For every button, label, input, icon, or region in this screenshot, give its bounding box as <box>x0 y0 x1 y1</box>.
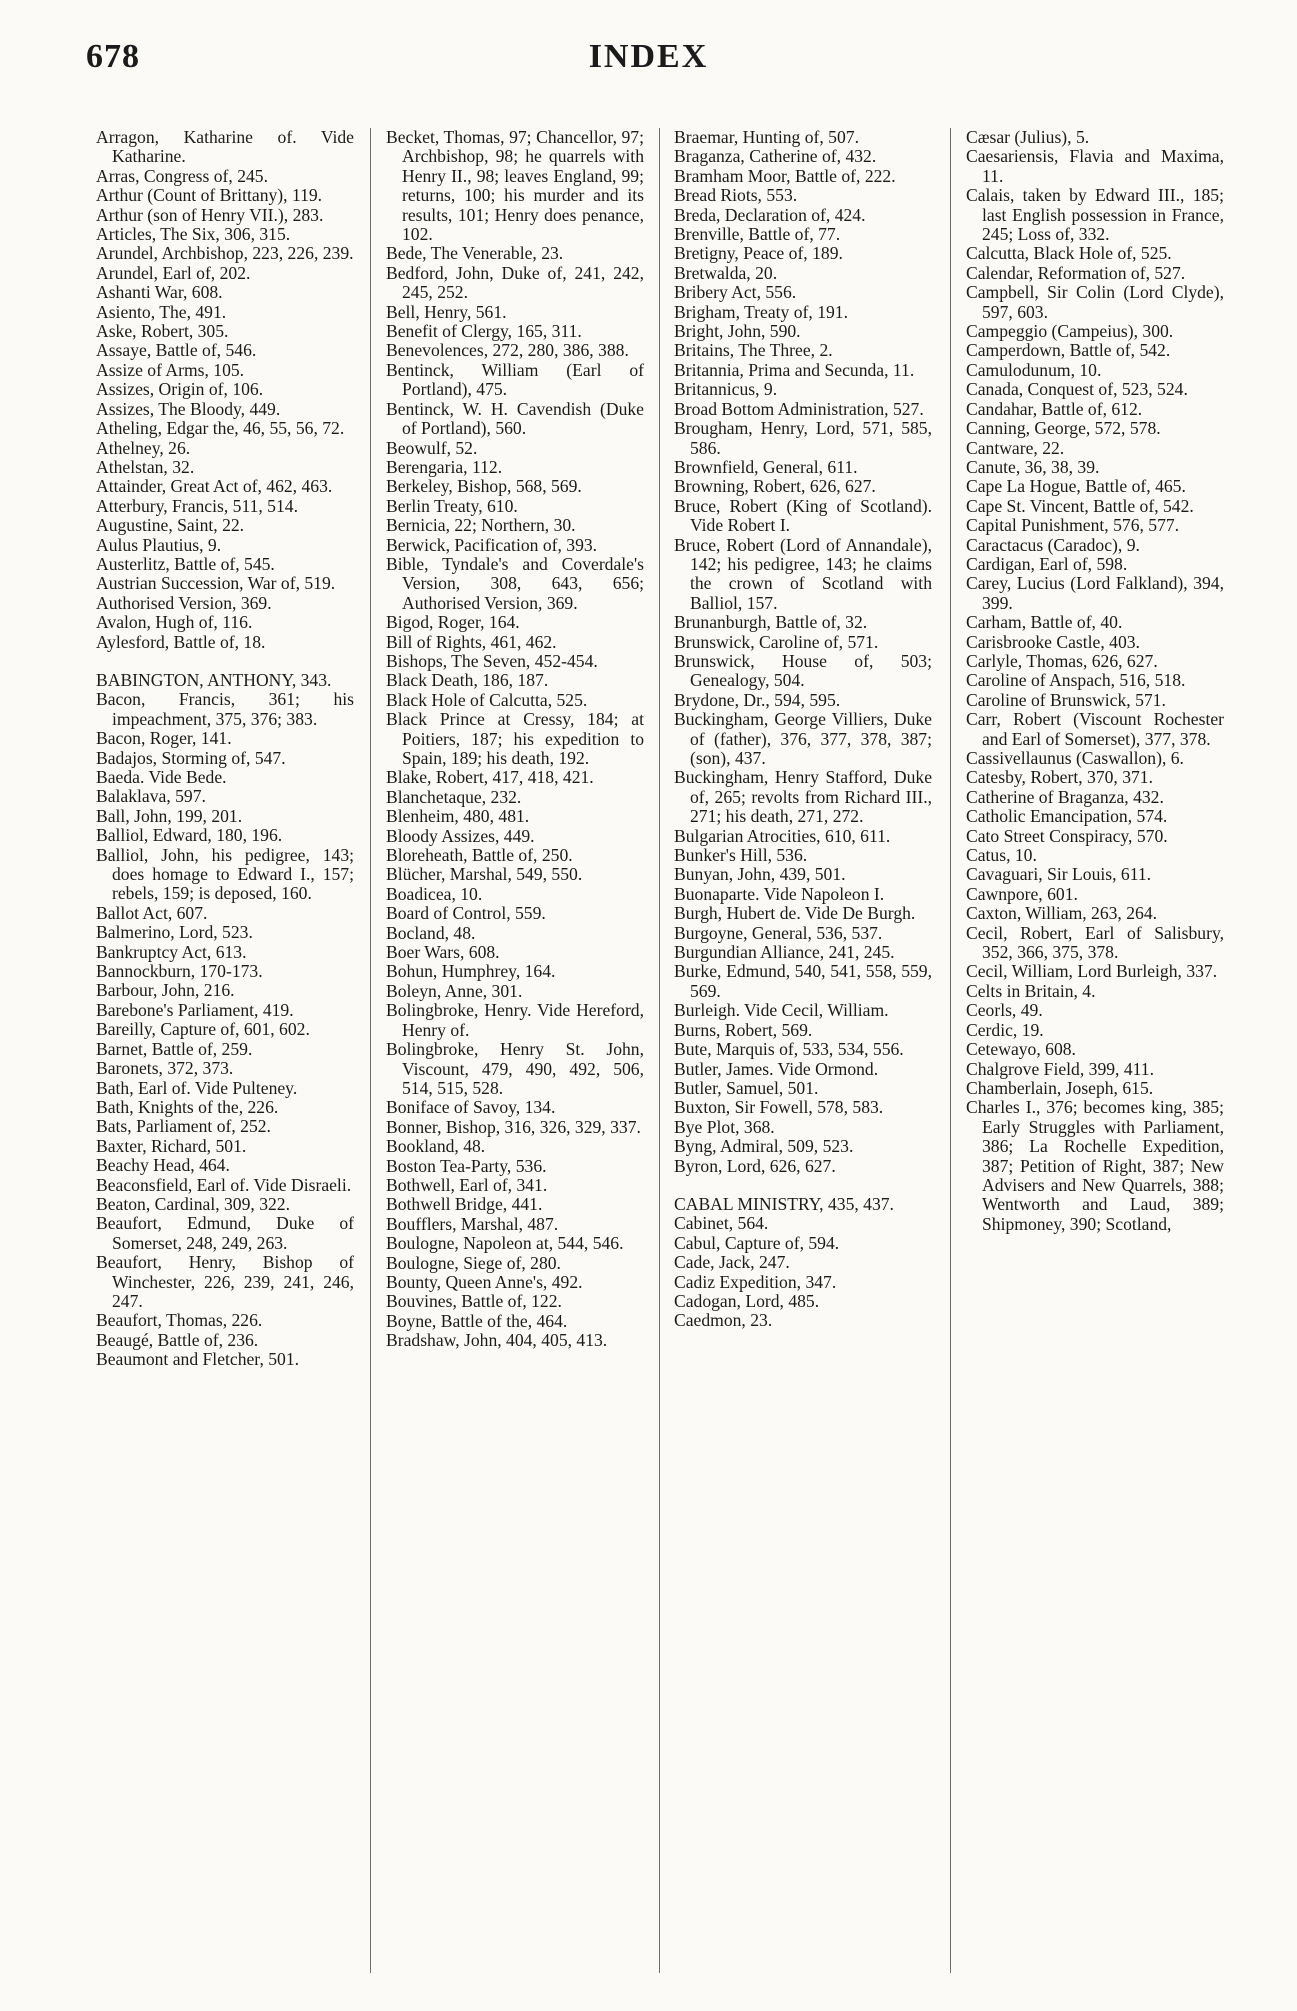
page-number: 678 <box>86 38 140 75</box>
index-entry: Board of Control, 559. <box>386 903 546 924</box>
index-entry: Cæsar (Julius), 5. <box>966 127 1090 147</box>
index-entry: Cawnpore, 601. <box>966 883 1078 904</box>
index-entry: Beaufort, Henry, Bishop of Winchester, 226, 239, 241, 246, 247. <box>96 1252 354 1311</box>
index-entry: Cato Street Conspiracy, 570. <box>966 825 1168 846</box>
index-entry: Bute, Marquis of, 533, 534, 556. <box>674 1039 904 1060</box>
page-header: INDEX <box>588 38 709 75</box>
index-entry: Aske, Robert, 305. <box>96 321 229 342</box>
index-entry: Barbour, John, 216. <box>96 980 235 1001</box>
index-entry: Bath, Knights of the, 226. <box>96 1096 279 1117</box>
index-entry: Britains, The Three, 2. <box>674 340 833 361</box>
index-entry: Byng, Admiral, 509, 523. <box>674 1136 854 1157</box>
index-entry: Aylesford, Battle of, 18. <box>96 631 266 652</box>
index-entry: Bounty, Queen Anne's, 492. <box>386 1271 583 1292</box>
index-entry: Bohun, Humphrey, 164. <box>386 961 556 982</box>
index-entry: Bothwell, Earl of, 341. <box>386 1174 548 1195</box>
index-entry: Bath, Earl of. Vide Pulteney. <box>96 1077 298 1098</box>
index-entry: Beachy Head, 464. <box>96 1155 230 1176</box>
index-entry: Bacon, Francis, 361; his impeachment, 375, 376; 383. <box>96 689 354 729</box>
index-entry: Caedmon, 23. <box>674 1310 773 1331</box>
index-entry: Barebone's Parliament, 419. <box>96 999 294 1020</box>
index-entry: Cetewayo, 608. <box>966 1039 1076 1060</box>
index-column-1 <box>96 128 354 1370</box>
index-entry: Blücher, Marshal, 549, 550. <box>386 864 583 885</box>
index-entry: Black Death, 186, 187. <box>386 670 549 691</box>
index-column-4 <box>966 128 1224 1234</box>
index-entry: Bloreheath, Battle of, 250. <box>386 845 573 866</box>
index-entry: Austrian Succession, War of, 519. <box>96 573 336 594</box>
index-entry: Caractacus (Caradoc), 9. <box>966 534 1140 555</box>
index-entry: Bretigny, Peace of, 189. <box>674 243 843 264</box>
index-entry: Berlin Treaty, 610. <box>386 495 518 516</box>
index-entry: Baeda. Vide Bede. <box>96 767 227 787</box>
index-entry: Catus, 10. <box>966 845 1037 866</box>
index-entry: Bruce, Robert (Lord of Annandale), 142; his pedigree, 143; he claims the crown of Scotland with Balliol, 157. <box>674 534 932 613</box>
index-entry: Ballot Act, 607. <box>96 902 208 923</box>
index-entry: Ashanti War, 608. <box>96 282 223 303</box>
index-entry: Cecil, William, Lord Burleigh, 337. <box>966 961 1218 982</box>
index-entry: Chamberlain, Joseph, 615. <box>966 1077 1154 1098</box>
index-entry: Canning, George, 572, 578. <box>966 418 1161 439</box>
index-entry: Cape St. Vincent, Battle of, 542. <box>966 495 1194 516</box>
index-entry: Britannia, Prima and Secunda, 11. <box>674 359 915 380</box>
index-entry: Calendar, Reformation of, 527. <box>966 262 1186 283</box>
index-column-3 <box>674 128 932 1331</box>
index-entry: Butler, James. Vide Ormond. <box>674 1058 879 1079</box>
index-entry: Calcutta, Black Hole of, 525. <box>966 243 1172 264</box>
index-entry: Bookland, 48. <box>386 1136 486 1157</box>
index-entry: Balmerino, Lord, 523. <box>96 922 253 943</box>
index-entry: Candahar, Battle of, 612. <box>966 398 1143 419</box>
index-entry: Black Prince at Cressy, 184; at Poitiers, 187; his expedition to Spain, 189; his death, 192. <box>386 709 644 768</box>
index-entry: Buxton, Sir Fowell, 578, 583. <box>674 1097 884 1118</box>
index-entry: Austerlitz, Battle of, 545. <box>96 553 275 574</box>
index-entry: Arragon, Katharine of. Vide Katharine. <box>96 127 354 167</box>
index-entry: Bacon, Roger, 141. <box>96 728 232 749</box>
index-entry: Boadicea, 10. <box>386 883 483 904</box>
index-entry: Atheling, Edgar the, 46, 55, 56, 72. <box>96 418 345 439</box>
index-entry: Cerdic, 19. <box>966 1019 1044 1040</box>
index-entry: Arthur (Count of Brittany), 119. <box>96 185 323 206</box>
index-entry: Bulgarian Atrocities, 610, 611. <box>674 825 891 846</box>
index-entry: Broad Bottom Administration, 527. <box>674 398 924 419</box>
index-entry: Black Hole of Calcutta, 525. <box>386 689 588 710</box>
index-entry: Bigod, Roger, 164. <box>386 612 520 633</box>
index-entry: Barnet, Battle of, 259. <box>96 1038 253 1059</box>
index-entry: Charles I., 376; becomes king, 385; Early Struggles with Parliament, 386; La Rochelle Expedition, 387; Petition of Right, 387; New Advisers and New Quarrels, 388; Wentworth and Laud, 389; Shipmoney, 390; Scotland, <box>966 1097 1224 1234</box>
index-entry: Caroline of Anspach, 516, 518. <box>966 670 1186 691</box>
index-entry: Boulogne, Siege of, 280. <box>386 1252 561 1273</box>
index-entry: Cadiz Expedition, 347. <box>674 1271 837 1292</box>
index-entry: Caroline of Brunswick, 571. <box>966 689 1166 710</box>
index-entry: Bede, The Venerable, 23. <box>386 243 564 264</box>
index-entry: Calais, taken by Edward III., 185; last English possession in France, 245; Loss of, 332. <box>966 185 1224 245</box>
index-entry: Bishops, The Seven, 452-454. <box>386 650 598 671</box>
index-entry: CABAL MINISTRY, 435, 437. <box>674 1193 894 1214</box>
index-entry: Beaugé, Battle of, 236. <box>96 1329 259 1350</box>
index-entry: Caesariensis, Flavia and Maxima, 11. <box>966 146 1224 186</box>
index-entry: Bribery Act, 556. <box>674 282 797 303</box>
index-entry: Berkeley, Bishop, 568, 569. <box>386 476 582 497</box>
index-entry: Cade, Jack, 247. <box>674 1252 790 1273</box>
index-entry: Boleyn, Anne, 301. <box>386 980 523 1001</box>
index-entry: Cadogan, Lord, 485. <box>674 1290 820 1311</box>
index-entry: Cantware, 22. <box>966 437 1065 458</box>
index-entry: Athelstan, 32. <box>96 456 195 477</box>
index-entry: Brunswick, House of, 503; Genealogy, 504. <box>674 650 932 691</box>
index-entry: Carisbrooke Castle, 403. <box>966 631 1140 652</box>
index-entry: Assaye, Battle of, 546. <box>96 340 257 361</box>
index-entry: Bunker's Hill, 536. <box>674 845 808 866</box>
index-entry: Bareilly, Capture of, 601, 602. <box>96 1019 310 1040</box>
index-entry: Bye Plot, 368. <box>674 1116 775 1137</box>
index-entry: Balliol, John, his pedigree, 143; does homage to Edward I., 157; rebels, 159; is deposed, 160. <box>96 844 354 904</box>
index-entry: Bible, Tyndale's and Coverdale's Version, 308, 643, 656; Authorised Version, 369. <box>386 553 644 613</box>
index-entry: Campbell, Sir Colin (Lord Clyde), 597, 603. <box>966 282 1224 322</box>
column-rule <box>370 128 371 1973</box>
index-entry: Carlyle, Thomas, 626, 627. <box>966 650 1158 671</box>
index-entry: Buckingham, George Villiers, Duke of (father), 376, 377, 378, 387; (son), 437. <box>674 709 932 768</box>
index-entry: Bruce, Robert (King of Scotland). Vide Robert I. <box>674 495 932 536</box>
index-entry: Bradshaw, John, 404, 405, 413. <box>386 1330 608 1351</box>
index-entry: Browning, Robert, 626, 627. <box>674 476 876 497</box>
index-entry: BABINGTON, ANTHONY, 343. <box>96 669 332 690</box>
index-entry: Augustine, Saint, 22. <box>96 515 245 536</box>
index-entry: Bright, John, 590. <box>674 321 801 342</box>
index-entry: Bloody Assizes, 449. <box>386 825 535 846</box>
index-entry: Byron, Lord, 626, 627. <box>674 1155 836 1176</box>
index-entry: Bentinck, William (Earl of Portland), 475. <box>386 359 644 400</box>
index-entry: Arthur (son of Henry VII.), 283. <box>96 204 324 225</box>
column-rule <box>659 128 660 1973</box>
index-entry: Brigham, Treaty of, 191. <box>674 301 848 322</box>
index-entry: Braemar, Hunting of, 507. <box>674 127 859 147</box>
index-entry: Blenheim, 480, 481. <box>386 806 530 827</box>
index-entry: Berengaria, 112. <box>386 456 503 477</box>
index-entry: Brunanburgh, Battle of, 32. <box>674 612 868 633</box>
index-entry: Balliol, Edward, 180, 196. <box>96 825 283 846</box>
index-entry: Bankruptcy Act, 613. <box>96 941 247 962</box>
index-entry: Carey, Lucius (Lord Falkland), 394, 399. <box>966 573 1224 613</box>
index-entry: Carr, Robert (Viscount Rochester and Earl of Somerset), 377, 378. <box>966 709 1224 749</box>
index-entry: Cecil, Robert, Earl of Salisbury, 352, 366, 375, 378. <box>966 922 1224 963</box>
index-entry: Cabul, Capture of, 594. <box>674 1232 840 1253</box>
index-entry: Ceorls, 49. <box>966 1000 1043 1021</box>
index-entry: Bernicia, 22; Northern, 30. <box>386 515 576 536</box>
index-entry: Baxter, Richard, 501. <box>96 1135 247 1156</box>
index-entry: Buonaparte. Vide Napoleon I. <box>674 883 885 904</box>
index-column-2 <box>386 128 644 1351</box>
index-entry: Camperdown, Battle of, 542. <box>966 340 1171 361</box>
index-entry: Braganza, Catherine of, 432. <box>674 146 877 167</box>
index-entry: Beaufort, Edmund, Duke of Somerset, 248, 249, 263. <box>96 1213 354 1253</box>
index-entry: Bread Riots, 553. <box>674 185 798 206</box>
index-entry: Arundel, Earl of, 202. <box>96 262 251 283</box>
index-entry: Baronets, 372, 373. <box>96 1058 234 1079</box>
index-entry: Arras, Congress of, 245. <box>96 165 269 186</box>
index-entry: Bouvines, Battle of, 122. <box>386 1291 562 1312</box>
index-entry: Berwick, Pacification of, 393. <box>386 534 598 555</box>
index-entry: Beaufort, Thomas, 226. <box>96 1310 263 1331</box>
index-entry: Assizes, The Bloody, 449. <box>96 398 281 419</box>
index-entry: Boyne, Battle of the, 464. <box>386 1310 568 1331</box>
index-entry: Athelney, 26. <box>96 437 191 458</box>
index-entry: Benefit of Clergy, 165, 311. <box>386 321 582 342</box>
index-entry: Burke, Edmund, 540, 541, 558, 559, 569. <box>674 961 932 1001</box>
index-entry: Badajos, Storming of, 547. <box>96 747 286 768</box>
index-entry: Celts in Britain, 4. <box>966 980 1096 1001</box>
index-entry: Balaklava, 597. <box>96 786 206 807</box>
index-entry: Capital Punishment, 576, 577. <box>966 515 1180 536</box>
index-entry: Campeggio (Campeius), 300. <box>966 321 1174 342</box>
index-entry: Bell, Henry, 561. <box>386 301 507 322</box>
index-entry: Burleigh. Vide Cecil, William. <box>674 1000 889 1021</box>
index-entry: Benevolences, 272, 280, 386, 388. <box>386 340 629 361</box>
index-entry: Bretwalda, 20. <box>674 262 778 283</box>
index-entry: Burgh, Hubert de. Vide De Burgh. <box>674 903 916 924</box>
index-entry: Bentinck, W. H. Cavendish (Duke of Portland), 560. <box>386 398 644 439</box>
index-entry: Burgoyne, General, 536, 537. <box>674 922 883 943</box>
index-entry: Attainder, Great Act of, 462, 463. <box>96 476 333 497</box>
index-entry: Britannicus, 9. <box>674 379 778 400</box>
index-entry: Beaumont and Fletcher, 501. <box>96 1349 300 1370</box>
index-entry: Beowulf, 52. <box>386 437 478 458</box>
index-entry: Aulus Plautius, 9. <box>96 534 222 555</box>
index-entry: Boer Wars, 608. <box>386 942 500 963</box>
index-entry: Atterbury, Francis, 511, 514. <box>96 495 298 516</box>
index-entry: Boston Tea-Party, 536. <box>386 1155 547 1176</box>
index-entry: Bolingbroke, Henry St. John, Viscount, 479, 490, 492, 506, 514, 515, 528. <box>386 1039 644 1098</box>
index-entry: Bolingbroke, Henry. Vide Hereford, Henry of. <box>386 1000 644 1040</box>
index-entry: Asiento, The, 491. <box>96 301 227 322</box>
index-entry: Boulogne, Napoleon at, 544, 546. <box>386 1233 624 1254</box>
index-entry: Avalon, Hugh of, 116. <box>96 612 253 633</box>
index-entry: Cabinet, 564. <box>674 1213 769 1234</box>
index-entry: Authorised Version, 369. <box>96 592 272 613</box>
index-entry: Boniface of Savoy, 134. <box>386 1097 556 1118</box>
index-entry: Breda, Declaration of, 424. <box>674 204 866 225</box>
index-entry: Canute, 36, 38, 39. <box>966 456 1100 477</box>
index-entry: Brenville, Battle of, 77. <box>674 224 841 245</box>
index-entry: Bothwell Bridge, 441. <box>386 1194 543 1215</box>
index-entry: Bunyan, John, 439, 501. <box>674 864 846 885</box>
index-entry: Brougham, Henry, Lord, 571, 585, 586. <box>674 418 932 458</box>
index-entry: Chalgrove Field, 399, 411. <box>966 1058 1154 1079</box>
index-entry: Bonner, Bishop, 316, 326, 329, 337. <box>386 1116 641 1137</box>
index-entry: Caxton, William, 263, 264. <box>966 903 1158 924</box>
index-entry: Blanchetaque, 232. <box>386 786 522 807</box>
index-entry: Burns, Robert, 569. <box>674 1019 813 1040</box>
index-entry: Brydone, Dr., 594, 595. <box>674 689 841 710</box>
index-entry: Buckingham, Henry Stafford, Duke of, 265; revolts from Richard III., 271; his death, 271, 272. <box>674 767 932 827</box>
index-entry: Brunswick, Caroline of, 571. <box>674 631 879 652</box>
index-entry: Bocland, 48. <box>386 922 476 943</box>
index-entry: Ball, John, 199, 201. <box>96 805 243 826</box>
index-entry: Bill of Rights, 461, 462. <box>386 631 557 652</box>
index-entry: Cassivellaunus (Caswallon), 6. <box>966 748 1184 768</box>
index-entry: Bannockburn, 170-173. <box>96 961 263 982</box>
index-entry: Beaton, Cardinal, 309, 322. <box>96 1193 290 1214</box>
index-entry: Assize of Arms, 105. <box>96 359 245 380</box>
index-entry: Brownfield, General, 611. <box>674 456 858 477</box>
index-entry: Bramham Moor, Battle of, 222. <box>674 165 896 186</box>
index-entry: Canada, Conquest of, 523, 524. <box>966 379 1188 400</box>
index-entry: Catesby, Robert, 370, 371. <box>966 767 1153 788</box>
index-entry: Butler, Samuel, 501. <box>674 1077 819 1098</box>
index-entry: Cavaguari, Sir Louis, 611. <box>966 864 1152 885</box>
index-entry: Assizes, Origin of, 106. <box>96 379 264 400</box>
index-entry: Blake, Robert, 417, 418, 421. <box>386 767 594 788</box>
index-entry: Becket, Thomas, 97; Chancellor, 97; Archbishop, 98; he quarrels with Henry II., 98; leaves England, 99; returns, 100; his murder and its results, 101; Henry does penance, 102. <box>386 127 644 245</box>
index-entry: Catholic Emancipation, 574. <box>966 806 1168 827</box>
index-entry: Boufflers, Marshal, 487. <box>386 1213 559 1234</box>
index-entry: Arundel, Archbishop, 223, 226, 239. <box>96 243 354 264</box>
index-entry: Beaconsfield, Earl of. Vide Disraeli. <box>96 1174 352 1195</box>
index-entry: Cape La Hogue, Battle of, 465. <box>966 476 1186 497</box>
index-entry: Bats, Parliament of, 252. <box>96 1116 271 1137</box>
index-entry: Cardigan, Earl of, 598. <box>966 553 1128 574</box>
column-rule <box>950 128 951 1973</box>
index-entry: Carham, Battle of, 40. <box>966 612 1123 633</box>
index-entry: Catherine of Braganza, 432. <box>966 786 1164 807</box>
index-entry: Camulodunum, 10. <box>966 359 1102 380</box>
index-entry: Articles, The Six, 306, 315. <box>96 224 291 245</box>
index-entry: Burgundian Alliance, 241, 245. <box>674 942 895 963</box>
index-entry: Bedford, John, Duke of, 241, 242, 245, 252. <box>386 262 644 303</box>
